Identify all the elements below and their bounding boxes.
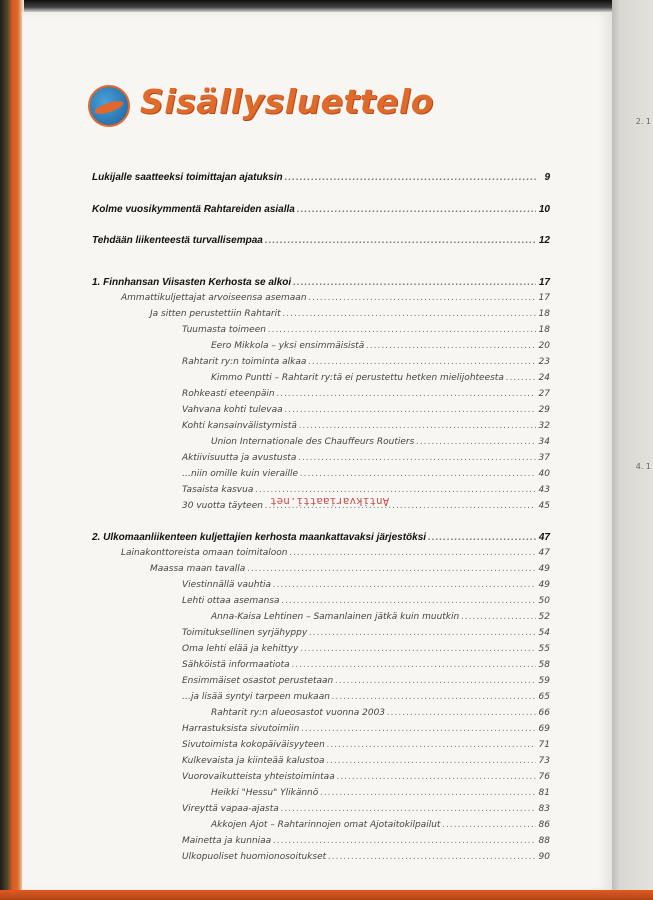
rahtarit-logo-icon — [88, 85, 130, 127]
toc-entry[interactable]: Rahtarit ry:n alueosastot vuonna 2003 ..... 66 — [211, 708, 550, 718]
toc-entry[interactable]: Heikki "Hessu" Ylikännö ..... 81 — [211, 788, 550, 798]
toc-chapter-2[interactable]: 2. Ulkomaanliikenteen kuljettajien kerhosta maankattavaksi järjestöksi ..... 47 — [92, 532, 550, 543]
facing-page-mark: 2. 1 — [635, 117, 651, 126]
toc-entry[interactable]: Kulkevaista ja kiinteää kalustoa ..... 73 — [182, 756, 550, 766]
toc-entry[interactable]: Akkojen Ajot – Rahtarinnojen omat Ajotaitokilpailut ..... 86 — [211, 820, 550, 830]
toc-entry[interactable]: Lukijalle saatteeksi toimittajan ajatuksin ..... 9 — [92, 172, 550, 183]
book-left-edge — [0, 0, 24, 900]
toc-entry[interactable]: Ja sitten perustettiin Rahtarit ..... 18 — [150, 309, 550, 319]
toc-entry[interactable]: Vuorovaikutteista yhteistoimintaa ..... 76 — [182, 772, 550, 782]
toc-entry[interactable]: Eero Mikkola – yksi ensimmäisistä ..... 20 — [211, 341, 550, 351]
toc-entry[interactable]: Ammattikuljettajat arvoiseensa asemaan ..... 17 — [121, 293, 550, 303]
toc-entry[interactable]: Union Internationale des Chauffeurs Routiers ..... 34 — [211, 437, 550, 447]
toc-entry[interactable]: Tehdään liikenteestä turvallisempaa ..... 12 — [92, 235, 550, 246]
toc-entry[interactable]: Rohkeasti eteenpäin ..... 27 — [182, 389, 550, 399]
toc-entry[interactable]: Vahvana kohti tulevaa ..... 29 — [182, 405, 550, 415]
page-title: Sisällysluettelo — [140, 82, 434, 121]
toc-entry[interactable]: Anna-Kaisa Lehtinen – Samanlainen jätkä kuin muutkin ..... 52 — [211, 612, 550, 622]
toc-chapter-1[interactable]: 1. Finnhansan Viisasten Kerhosta se alkoi ..... 17 — [92, 277, 550, 288]
toc-entry[interactable]: Rahtarit ry:n toiminta alkaa ..... 23 — [182, 357, 550, 367]
toc-entry[interactable]: Harrastuksista sivutoimiin ..... 69 — [182, 724, 550, 734]
toc-page — [22, 12, 612, 892]
toc-entry[interactable]: Tuumasta toimeen ..... 18 — [182, 325, 550, 335]
toc-entry[interactable]: Viestinnällä vauhtia ..... 49 — [182, 580, 550, 590]
toc-entry[interactable]: Sähköistä informaatiota ..... 58 — [182, 660, 550, 670]
facing-page-mark: 4. 1 — [635, 462, 651, 471]
scan-top-edge — [0, 0, 653, 12]
toc-entry[interactable]: Aktiivisuutta ja avustusta ..... 37 — [182, 453, 550, 463]
toc-entry[interactable]: …niin omille kuin vieraille ..... 40 — [182, 469, 550, 479]
toc-entry[interactable]: Oma lehti elää ja kehittyy ..... 55 — [182, 644, 550, 654]
toc-entry[interactable]: Kohti kansainvälistymistä ..... 32 — [182, 421, 550, 431]
toc-entry[interactable]: …ja lisää syntyi tarpeen mukaan ..... 65 — [182, 692, 550, 702]
toc-entry[interactable]: Maassa maan tavalla ..... 49 — [150, 564, 550, 574]
toc-entry[interactable]: Sivutoimista kokopäiväisyyteen ..... 71 — [182, 740, 550, 750]
toc-entry[interactable]: Lainakonttoreista omaan toimitaloon ..... 47 — [121, 548, 550, 558]
toc-entry[interactable]: Kolme vuosikymmentä Rahtareiden asialla ..... 10 — [92, 204, 550, 215]
toc-entry[interactable]: Mainetta ja kunniaa ..... 88 — [182, 836, 550, 846]
toc-entry[interactable]: Toimituksellinen syrjähyppy ..... 54 — [182, 628, 550, 638]
table-of-contents — [22, 12, 612, 892]
toc-entry[interactable]: Tasaista kasvua ..... 43 — [182, 485, 550, 495]
toc-entry[interactable]: Ulkopuoliset huomionosoitukset ..... 90 — [182, 852, 550, 862]
book-bottom-edge — [0, 890, 653, 900]
watermark-stamp: Antikvariaatti.net — [270, 495, 390, 508]
toc-entry[interactable]: 30 vuotta täyteen ..... 45 — [182, 501, 550, 511]
facing-page-edge — [612, 0, 653, 900]
toc-entry[interactable]: Vireyttä vapaa-ajasta ..... 83 — [182, 804, 550, 814]
toc-entry[interactable]: Kimmo Puntti – Rahtarit ry:tä ei perustettu hetken mielijohteesta ..... 24 — [211, 373, 550, 383]
toc-entry[interactable]: Ensimmäiset osastot perustetaan ..... 59 — [182, 676, 550, 686]
toc-entry[interactable]: Lehti ottaa asemansa ..... 50 — [182, 596, 550, 606]
